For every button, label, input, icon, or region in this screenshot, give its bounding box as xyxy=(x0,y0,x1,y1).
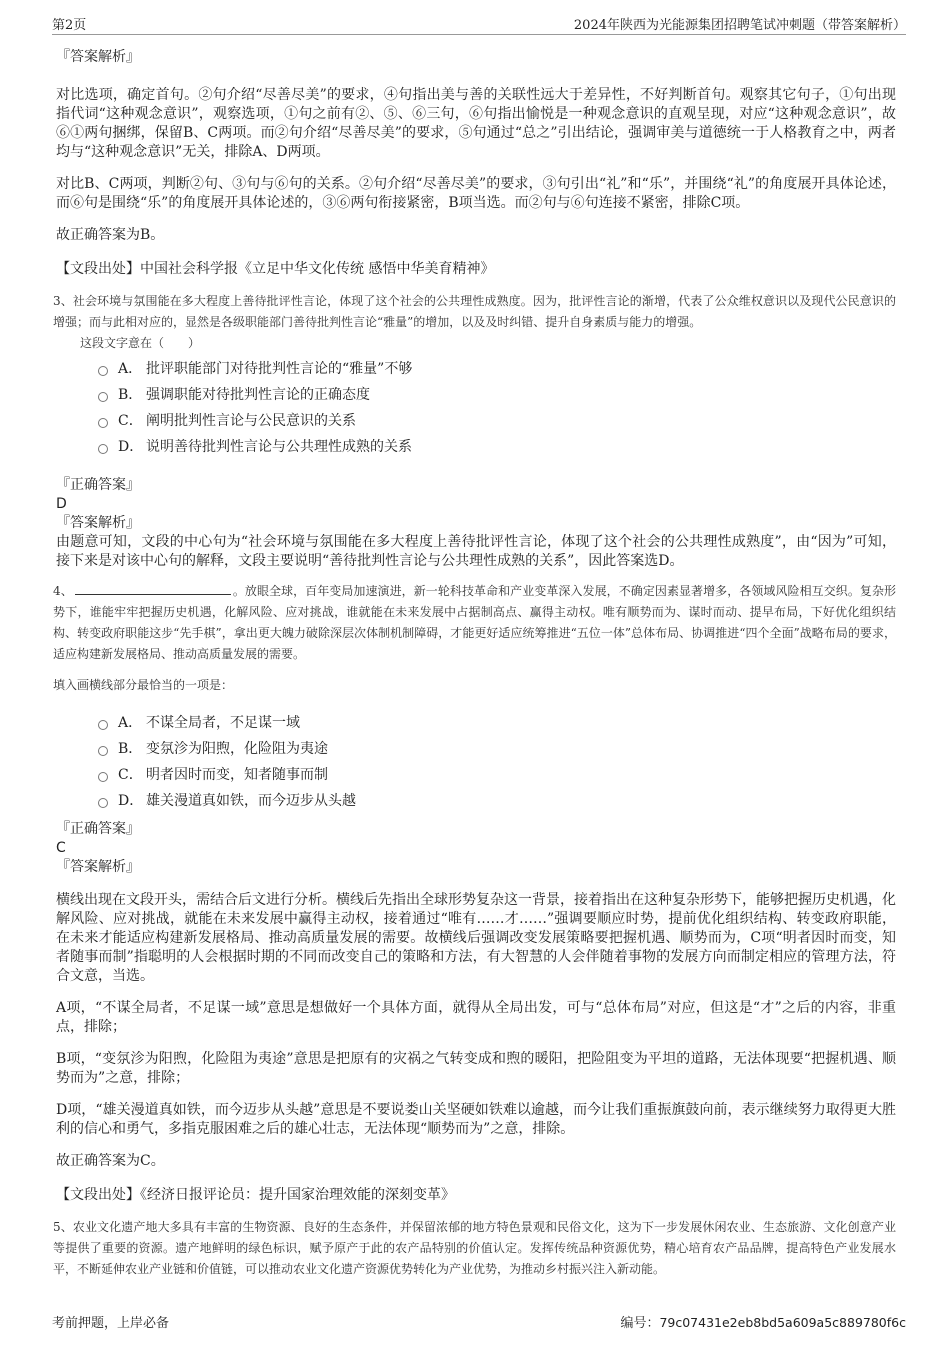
option-letter: C． xyxy=(118,413,143,429)
option-text: 变氛沴为阳煦，化险阻为夷途 xyxy=(146,741,328,757)
option-letter: C． xyxy=(118,767,143,783)
q4-stem-text: 。放眼全球，百年变局加速演进，新一轮科技革命和产业变革深入发展，不确定因素显著增多，各领域风险相互交织。复杂形势下，谁能牢牢把握历史机遇，化解风险、应对挑战，谁就能在未来发展中占据制高点、赢得主动权。唯有顺势而为、谋时而动、提早布局，下好优化组织结构、转变政府职能这步“先手棋”，拿出更大魄力破除深层次体制机制障碍，才能更好适应统筹推进“五位一体”总体布局、协调推进“四个全面”战略布局的要求，适应构建新发展格局、推动高质量发展的需要。 xyxy=(53,584,896,661)
option-letter: A． xyxy=(118,715,143,731)
page-header xyxy=(52,14,906,35)
option-text: 批评职能部门对待批判性言论的“雅量”不够 xyxy=(146,361,413,377)
q4-analysis-label: 『答案解析』 xyxy=(56,859,140,875)
q3-options xyxy=(56,356,896,460)
option-text: 明者因时而变，知者随事而制 xyxy=(146,767,328,783)
q4-option-c[interactable] xyxy=(56,762,896,788)
q2-analysis-para2: 对比B、C两项，判断②句、③句与⑥句的关系。②句介绍“尽善尽美”的要求，③句引出“礼”和“乐”，并围绕“礼”的角度展开具体论述，而⑥句是围绕“乐”的角度展开具体论述的，③⑥两句衔接紧密，B项当选。而②句与⑥句连接不紧密，排除C项。 xyxy=(56,176,896,211)
radio-icon[interactable] xyxy=(98,444,108,454)
footer-slogan: 考前押题，上岸必备 xyxy=(52,1316,170,1331)
radio-icon[interactable] xyxy=(98,798,108,808)
q4-analysis-para2: A项，“不谋全局者，不足谋一域”意思是想做好一个具体方面，就得从全局出发，可与“总体布局”对应，但这是“才”之后的内容，非重点，排除； xyxy=(56,1000,896,1035)
radio-icon[interactable] xyxy=(98,720,108,730)
q4-analysis-para3: B项，“变氛沴为阳煦，化险阻为夷途”意思是把原有的灾祸之气转变成和煦的暖阳，把险阻变为平坦的道路，无法体现要“把握机遇、顺势而为”之意，排除； xyxy=(56,1051,896,1086)
q3-option-b[interactable] xyxy=(56,382,896,408)
q4-prompt: 填入画横线部分最恰当的一项是： xyxy=(53,678,234,692)
q4-answer-label: 『正确答案』 xyxy=(56,821,140,837)
q2-conclusion: 故正确答案为B。 xyxy=(56,227,165,243)
page-number: 第2页 xyxy=(52,18,87,33)
q3-answer-label: 『正确答案』 xyxy=(56,477,140,493)
radio-icon[interactable] xyxy=(98,746,108,756)
q3-answer: D xyxy=(56,496,67,512)
q4-analysis-para1: 横线出现在文段开头，需结合后文进行分析。横线后先指出全球形势复杂这一背景，接着指出在这种复杂形势下，能够把握历史机遇，化解风险、应对挑战，就能在未来发展中赢得主动权，接着通过“唯有……才……”强调要顺应时势，提前优化组织结构、转变政府职能，在未来才能适应构建新发展格局、推动高质量发展的需要。故横线后强调改变发展策略要把握机遇、顺势而为，C项“明者因时而变，知者随事而制”指聪明的人会根据时期的不同而改变自己的策略和方法，有大智慧的人会伴随着事物的发展方向而制定相应的管理方法，符合文意，当选。 xyxy=(56,892,896,984)
q4-number: 4、 xyxy=(53,584,73,598)
option-text: 说明善待批判性言论与公共理性成熟的关系 xyxy=(146,439,412,455)
option-text: 雄关漫道真如铁，而今迈步从头越 xyxy=(146,793,356,809)
q4-option-d[interactable] xyxy=(56,788,896,814)
q4-analysis-para4: D项，“雄关漫道真如铁，而今迈步从头越”意思是不要说娄山关坚硬如铁难以逾越，而今让我们重振旗鼓向前，表示继续努力取得更大胜利的信心和勇气，多指克服困难之后的雄心壮志，无法体现“顺势而为”之意，排除。 xyxy=(56,1102,896,1137)
q3-stem: 3、社会环境与氛围能在多大程度上善待批评性言论，体现了这个社会的公共理性成熟度。因为，批评性言论的渐增，代表了公众维权意识以及现代公民意识的增强；而与此相对应的，显然是各级职能部门善待批判性言论“雅量”的增加，以及及时纠错、提升自身素质与能力的增强。 xyxy=(53,294,896,329)
fill-blank xyxy=(75,581,231,595)
q2-source: 【文段出处】中国社会科学报《立足中华文化传统 感悟中华美育精神》 xyxy=(56,261,495,277)
option-text: 阐明批判性言论与公民意识的关系 xyxy=(146,413,356,429)
q4-answer: C xyxy=(56,840,66,856)
q2-analysis-label: 『答案解析』 xyxy=(56,49,140,65)
q3-prompt: 这段文字意在（ ） xyxy=(80,336,201,350)
q4-option-b[interactable] xyxy=(56,736,896,762)
document-code xyxy=(620,1312,906,1331)
option-letter: D． xyxy=(118,439,144,455)
radio-icon[interactable] xyxy=(98,418,108,428)
document-title: 2024年陕西为光能源集团招聘笔试冲刺题（带答案解析） xyxy=(573,18,906,33)
option-letter: B． xyxy=(118,387,143,403)
option-letter: D． xyxy=(118,793,144,809)
radio-icon[interactable] xyxy=(98,366,108,376)
document-body xyxy=(53,42,896,1280)
option-text: 强调职能对待批判性言论的正确态度 xyxy=(146,387,370,403)
option-letter: A． xyxy=(118,361,143,377)
q4-stem xyxy=(53,581,896,665)
q4-option-a[interactable] xyxy=(56,710,896,736)
q4-source: 【文段出处】《经济日报评论员：提升国家治理效能的深刻变革》 xyxy=(56,1187,455,1203)
q3-option-d[interactable] xyxy=(56,434,896,460)
q3-option-c[interactable] xyxy=(56,408,896,434)
q2-analysis-para1: 对比选项，确定首句。②句介绍“尽善尽美”的要求，④句指出美与善的关联性远大于差异性，不好判断首句。观察其它句子，①句出现指代词“这种观念意识”，观察选项，①句之前有②、⑤、⑥三句，⑥句指出愉悦是一种观念意识的直观呈现，对应“这种观念意识”，故⑥①两句捆绑，保留B、C两项。而②句介绍“尽善尽美”的要求，⑤句通过“总之”引出结论，强调审美与道德统一于人格教育之中，两者均与“这种观念意识”无关，排除A、D两项。 xyxy=(56,87,896,160)
option-text: 不谋全局者，不足谋一域 xyxy=(146,715,300,731)
q3-option-a[interactable] xyxy=(56,356,896,382)
radio-icon[interactable] xyxy=(98,772,108,782)
radio-icon[interactable] xyxy=(98,392,108,402)
code-label: 编号： xyxy=(620,1316,660,1331)
q4-conclusion: 故正确答案为C。 xyxy=(56,1153,165,1169)
q5-stem: 5、农业文化遗产地大多具有丰富的生物资源、良好的生态条件，并保留浓郁的地方特色景观和民俗文化，这为下一步发展休闲农业、生态旅游、文化创意产业等提供了重要的资源。遗产地鲜明的绿色标识，赋予原产于此的农产品特别的价值认定。发挥传统品种资源优势，精心培育农产品品牌，提高特色产业发展水平，不断延伸农业产业链和价值链，可以推动农业文化遗产资源优势转化为产业优势，为推动乡村振兴注入新动能。 xyxy=(53,1220,896,1276)
option-letter: B． xyxy=(118,741,143,757)
q4-options xyxy=(56,710,896,814)
code-value: 79c07431e2eb8bd5a609a5c889780f6c xyxy=(659,1315,906,1330)
q3-analysis-label: 『答案解析』 xyxy=(56,515,140,531)
q3-analysis: 由题意可知，文段的中心句为“社会环境与氛围能在多大程度上善待批评性言论，体现了这个社会的公共理性成熟度”，由“因为”可知，接下来是对该中心句的解释，文段主要说明“善待批判性言论与公共理性成熟的关系”，因此答案选D。 xyxy=(56,534,896,569)
